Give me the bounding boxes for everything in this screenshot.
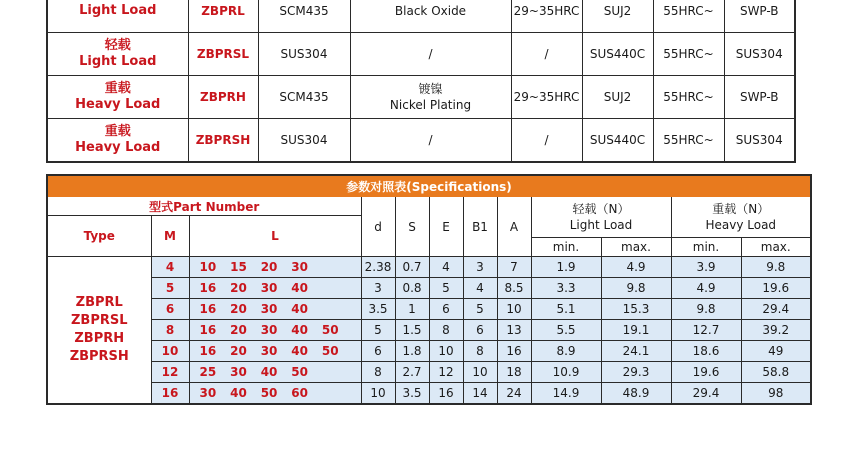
l-value: 60: [291, 386, 308, 400]
l-value: [322, 281, 353, 295]
hmin-cell: 12.7: [671, 320, 741, 341]
material-cell: SUS440C: [582, 33, 653, 76]
lmax-cell: 4.9: [601, 257, 671, 278]
s-header: S: [395, 197, 429, 257]
spec-row: [47, 341, 811, 362]
l-value: 40: [291, 344, 308, 358]
light-max-header: max.: [601, 238, 671, 257]
l-value: 16: [199, 281, 217, 295]
l-value: 20: [230, 302, 247, 316]
treatment-cell: [350, 33, 511, 76]
a-cell: 8.5: [497, 278, 531, 299]
part-number-header: 型式Part Number: [47, 197, 361, 216]
material-row: [47, 33, 795, 76]
l-cell: [189, 362, 361, 383]
treatment-cell: [350, 76, 511, 119]
spec-row: [47, 278, 811, 299]
heavy-max-header: max.: [741, 238, 811, 257]
hmin-cell: 18.6: [671, 341, 741, 362]
l-value: [322, 302, 353, 316]
l-value: 40: [291, 323, 308, 337]
a-header: A: [497, 197, 531, 257]
m-cell: 4: [151, 257, 189, 278]
b1-cell: 5: [463, 299, 497, 320]
specifications-title: 参数对照表(Specifications): [47, 175, 811, 197]
spec-row: [47, 383, 811, 405]
l-value: 10: [199, 260, 217, 274]
b1-cell: 4: [463, 278, 497, 299]
type-name: ZBPRL: [75, 295, 123, 310]
d-cell: 3: [361, 278, 395, 299]
treatment-en: /: [428, 47, 433, 61]
heavy-min-header: min.: [671, 238, 741, 257]
e-cell: 8: [429, 320, 463, 341]
lmin-cell: 10.9: [531, 362, 601, 383]
l-value: 20: [230, 323, 247, 337]
m-cell: 12: [151, 362, 189, 383]
d-cell: 6: [361, 341, 395, 362]
treatment-cell: [350, 0, 511, 33]
a-cell: 18: [497, 362, 531, 383]
hmin-cell: 4.9: [671, 278, 741, 299]
m-cell: 5: [151, 278, 189, 299]
material-cell: SUJ2: [582, 0, 653, 33]
type-header: Type: [47, 216, 151, 257]
hmin-cell: 29.4: [671, 383, 741, 405]
material-cell: SUS304: [724, 119, 795, 163]
m-cell: 16: [151, 383, 189, 405]
lmax-cell: 19.1: [601, 320, 671, 341]
lmin-cell: 5.5: [531, 320, 601, 341]
load-type-cell: [47, 0, 188, 33]
lmin-cell: 1.9: [531, 257, 601, 278]
load-type-cn: 重载: [104, 124, 131, 139]
e-cell: 10: [429, 341, 463, 362]
material-cell: SUS304: [258, 119, 350, 163]
b1-header: B1: [463, 197, 497, 257]
l-value: [322, 386, 353, 400]
lmin-cell: 8.9: [531, 341, 601, 362]
treatment-en: /: [428, 133, 433, 147]
part-cell: ZBPRSL: [188, 33, 258, 76]
load-type-cell: [47, 119, 188, 163]
m-cell: 6: [151, 299, 189, 320]
d-cell: 8: [361, 362, 395, 383]
material-row: [47, 119, 795, 163]
l-value: [322, 365, 353, 379]
material-cell: SUS304: [258, 33, 350, 76]
type-name: ZBPRSH: [69, 349, 129, 364]
hmax-cell: 29.4: [741, 299, 811, 320]
material-row: [47, 76, 795, 119]
d-cell: 10: [361, 383, 395, 405]
l-value: 50: [321, 323, 339, 337]
spec-row: [47, 362, 811, 383]
specifications-table: [46, 174, 812, 405]
lmin-cell: 5.1: [531, 299, 601, 320]
d-cell: 2.38: [361, 257, 395, 278]
part-cell: ZBPRL: [188, 0, 258, 33]
material-table: [46, 0, 796, 163]
material-row: [47, 0, 795, 33]
hmax-cell: 39.2: [741, 320, 811, 341]
l-value: 20: [230, 344, 247, 358]
l-value: 30: [199, 386, 217, 400]
part-cell: ZBPRSH: [188, 119, 258, 163]
l-cell: [189, 278, 361, 299]
d-cell: 3.5: [361, 299, 395, 320]
l-value: 40: [230, 386, 247, 400]
l-value: 20: [260, 260, 278, 274]
l-value: 30: [230, 365, 247, 379]
material-cell: SUS304: [724, 33, 795, 76]
d-cell: 5: [361, 320, 395, 341]
hmin-cell: 3.9: [671, 257, 741, 278]
material-cell: SCM435: [258, 0, 350, 33]
l-value: 16: [199, 302, 217, 316]
load-type-en: Light Load: [79, 3, 157, 18]
load-type-en: Light Load: [79, 54, 157, 69]
m-cell: 10: [151, 341, 189, 362]
s-cell: 0.7: [395, 257, 429, 278]
b1-cell: 8: [463, 341, 497, 362]
l-value: 20: [230, 281, 247, 295]
b1-cell: 14: [463, 383, 497, 405]
e-header: E: [429, 197, 463, 257]
l-value: 30: [291, 260, 308, 274]
hardness-cell: 55HRC~: [653, 33, 724, 76]
a-cell: 10: [497, 299, 531, 320]
l-value: 40: [291, 281, 308, 295]
l-cell: [189, 257, 361, 278]
material-cell: SWP-B: [724, 0, 795, 33]
l-value: 16: [199, 344, 217, 358]
a-cell: 16: [497, 341, 531, 362]
lmin-cell: 14.9: [531, 383, 601, 405]
load-type-cell: [47, 76, 188, 119]
l-cell: [189, 341, 361, 362]
hardness-cell: /: [511, 33, 582, 76]
treatment-en: Black Oxide: [394, 4, 467, 18]
load-type-cn: 重载: [104, 81, 131, 96]
l-value: 40: [260, 365, 278, 379]
material-cell: SWP-B: [724, 76, 795, 119]
s-cell: 1: [395, 299, 429, 320]
material-cell: SUJ2: [582, 76, 653, 119]
spec-row: [47, 299, 811, 320]
m-cell: 8: [151, 320, 189, 341]
s-cell: 2.7: [395, 362, 429, 383]
hmax-cell: 58.8: [741, 362, 811, 383]
hardness-cell: 55HRC~: [653, 0, 724, 33]
l-value: [322, 260, 353, 274]
a-cell: 13: [497, 320, 531, 341]
hmin-cell: 19.6: [671, 362, 741, 383]
hmax-cell: 49: [741, 341, 811, 362]
hmax-cell: 98: [741, 383, 811, 405]
b1-cell: 10: [463, 362, 497, 383]
l-cell: [189, 320, 361, 341]
l-value: 30: [260, 344, 278, 358]
treatment-cell: [350, 119, 511, 163]
l-value: 15: [230, 260, 247, 274]
type-name: ZBPRH: [74, 331, 125, 346]
b1-cell: 3: [463, 257, 497, 278]
hardness-cell: 29~35HRC: [511, 0, 582, 33]
d-header: d: [361, 197, 395, 257]
m-header: M: [151, 216, 189, 257]
light-min-header: min.: [531, 238, 601, 257]
hardness-cell: /: [511, 119, 582, 163]
material-cell: SUS440C: [582, 119, 653, 163]
e-cell: 6: [429, 299, 463, 320]
e-cell: 12: [429, 362, 463, 383]
light-load-header: [531, 197, 671, 238]
a-cell: 7: [497, 257, 531, 278]
lmax-cell: 9.8: [601, 278, 671, 299]
hmax-cell: 9.8: [741, 257, 811, 278]
e-cell: 5: [429, 278, 463, 299]
heavy-load-header: [671, 197, 811, 238]
hmin-cell: 9.8: [671, 299, 741, 320]
hardness-cell: 55HRC~: [653, 76, 724, 119]
heavy-load-cn: 重载（N）: [712, 202, 770, 216]
material-cell: SCM435: [258, 76, 350, 119]
hardness-cell: 55HRC~: [653, 119, 724, 163]
l-header: L: [189, 216, 361, 257]
light-load-cn: 轻载（N）: [572, 202, 630, 216]
treatment-en: Nickel Plating: [389, 98, 472, 112]
e-cell: 4: [429, 257, 463, 278]
lmax-cell: 24.1: [601, 341, 671, 362]
l-value: 30: [260, 281, 278, 295]
load-type-cn: 轻载: [104, 38, 131, 53]
lmin-cell: 3.3: [531, 278, 601, 299]
l-value: 50: [291, 365, 308, 379]
load-type-cell: [47, 33, 188, 76]
s-cell: 3.5: [395, 383, 429, 405]
part-cell: ZBPRH: [188, 76, 258, 119]
light-load-en: Light Load: [569, 218, 633, 232]
l-value: 40: [291, 302, 308, 316]
lmax-cell: 48.9: [601, 383, 671, 405]
type-name: ZBPRSL: [70, 313, 128, 328]
load-type-en: Heavy Load: [75, 140, 161, 155]
s-cell: 0.8: [395, 278, 429, 299]
treatment-cn: 镀镍: [418, 82, 443, 96]
l-cell: [189, 383, 361, 405]
hmax-cell: 19.6: [741, 278, 811, 299]
e-cell: 16: [429, 383, 463, 405]
l-value: 50: [321, 344, 339, 358]
l-value: 50: [260, 386, 278, 400]
spec-row: [47, 320, 811, 341]
l-value: 30: [260, 323, 278, 337]
hardness-cell: 29~35HRC: [511, 76, 582, 119]
l-value: 25: [199, 365, 217, 379]
load-type-en: Heavy Load: [75, 97, 161, 112]
l-cell: [189, 299, 361, 320]
l-value: 30: [260, 302, 278, 316]
spec-row: [47, 257, 811, 278]
lmax-cell: 15.3: [601, 299, 671, 320]
l-value: 16: [199, 323, 217, 337]
type-list-cell: [47, 257, 151, 405]
a-cell: 24: [497, 383, 531, 405]
s-cell: 1.5: [395, 320, 429, 341]
b1-cell: 6: [463, 320, 497, 341]
lmax-cell: 29.3: [601, 362, 671, 383]
s-cell: 1.8: [395, 341, 429, 362]
heavy-load-en: Heavy Load: [705, 218, 777, 232]
